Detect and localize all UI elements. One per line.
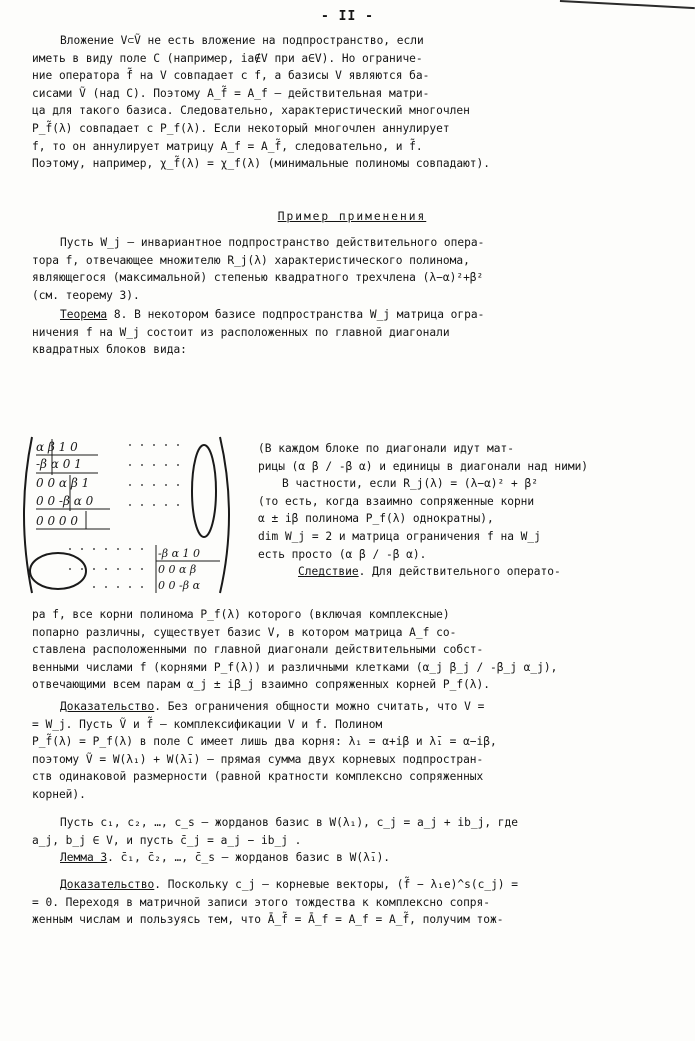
heading-text: Пример применения — [277, 210, 427, 223]
lemma-label: Лемма 3 — [60, 851, 108, 865]
section-heading — [32, 208, 672, 226]
text-line: корней). — [32, 787, 86, 801]
text-line: отвечающими всем парам α_j ± iβ_j взаимно сопряженных корней P_f(λ). — [32, 678, 491, 692]
matrix-row: -β α 1 0 — [158, 547, 200, 560]
corollary-label: Следствие — [298, 565, 359, 579]
text-line: иметь в виду поле C (например, ia∉V при a∈V). Но ограниче- — [32, 51, 423, 65]
text-line: ра f, все корни полинома P_f(λ) которого (включая комплексные) — [32, 608, 450, 621]
text-line: . Поскольку c_j — корневые векторы, (f̃ − λ₁e)^s(c_j) = — [154, 878, 519, 891]
text-line: ств одинаковой размерности (равной кратности комплексно сопряженных — [32, 770, 484, 784]
matrix-row: 0 0 -β α — [158, 579, 200, 592]
text-line: ставлена расположенными по главной диагонали действительными собст- — [32, 643, 484, 657]
text-line: поэтому Ṽ = W(λ₁) + W(λ̄₁) — прямая сумма двух корневых подпростран- — [32, 752, 484, 766]
text-line: (то есть, когда взаимно сопряженные корни — [258, 494, 535, 508]
text-line: 8. В некотором базисе подпространства W_j матрица огра- — [107, 308, 485, 321]
block-matrix-sketch — [10, 431, 242, 599]
text-line: Вложение V⊂Ṽ не есть вложение на подпространство, если — [60, 34, 424, 47]
text-line: P_f̃(λ) = P_f(λ) в поле C имеет лишь два корня: λ₁ = α+iβ и λ̄₁ = α−iβ, — [32, 735, 497, 749]
text-line: женным числам и пользуясь тем, что Ā_f̃ = Ā_f = A_f = A_f̃, получим тож- — [32, 913, 504, 927]
text-line: a_j, b_j ∈ V, и пусть c̄_j = a_j − ib_j . — [32, 833, 302, 847]
proof-lemma — [32, 876, 672, 929]
proof-label: Доказательство — [60, 700, 155, 713]
matrix-row: α β 1 0 — [36, 440, 78, 454]
text-line: . c̄₁, c̄₂, …, c̄_s — жорданов базис в W(λ̄₁). — [107, 851, 391, 865]
text-line: венными числами f (корнями P_f(λ)) и различными клетками (α_j β_j / -β_j α_j), — [32, 660, 558, 674]
paragraph-embedding — [32, 32, 672, 173]
text-line: ца для такого базиса. Следовательно, характеристический многочлен — [32, 104, 470, 118]
text-line: ние оператора f̃ на V совпадает с f, а базисы V являются ба- — [32, 69, 430, 83]
text-line: В частности, если R_j(λ) = (λ−α)² + β² — [282, 477, 538, 491]
text-line: Пусть c₁, c₂, …, c_s — жорданов базис в W(λ₁), c_j = a_j + ib_j, где — [60, 816, 519, 829]
paragraph-subspace — [32, 234, 672, 304]
matrix-row: 0 0 -β α 0 — [36, 494, 94, 508]
text-line: . Для действительного операто- — [358, 565, 561, 579]
text-line: рицы (α β / -β α) и единицы в диагонали над ними) — [258, 459, 589, 473]
text-line: квадратных блоков вида: — [32, 343, 187, 357]
text-line: являющегося (максимальной) степенью квадратного трехчлена (λ−α)²+β² — [32, 271, 484, 285]
theorem-label: Теорема — [60, 308, 108, 321]
text-line: Поэтому, например, χ_f̃(λ) = χ_f(λ) (минимальные полиномы совпадают). — [32, 157, 491, 171]
proof-corollary — [32, 698, 672, 804]
paragraph-jordan-basis — [32, 814, 672, 867]
text-line: Пусть W_j — инвариантное подпространство действительного опера- — [60, 236, 485, 249]
text-line: = 0. Переходя в матричной записи этого тождества к комплексно сопря- — [32, 895, 491, 909]
text-line: (В каждом блоке по диагонали идут мат- — [258, 442, 514, 455]
text-line: сисами Ṽ (над C). Поэтому A_f̃ = A_f — действительная матри- — [32, 86, 430, 100]
text-line: (см. теорему 3). — [32, 288, 140, 302]
text-line: P_f̃(λ) совпадает с P_f(λ). Если некоторый многочлен аннулирует — [32, 121, 450, 135]
matrix-row: 0 0 0 0 — [36, 514, 78, 528]
text-line: тора f, отвечающее множителю R_j(λ) характеристического полинома, — [32, 253, 470, 267]
proof-label: Доказательство — [60, 878, 155, 891]
corollary — [32, 606, 672, 694]
page-number: - II - — [321, 9, 374, 24]
text-line: ничения f на W_j состоит из расположенных по главной диагонали — [32, 325, 450, 339]
matrix-row: 0 0 α β — [158, 563, 197, 576]
text-line: dim W_j = 2 и матрица ограничения f на W_j — [258, 529, 541, 543]
text-line: f, то он аннулирует матрицу A_f = A_f̃, следовательно, и f̃. — [32, 139, 423, 153]
text-line: = W_j. Пусть Ṽ и f̃ — комплексификации V и f. Полином — [32, 717, 383, 731]
text-line: есть просто (α β / -β α). — [258, 547, 427, 561]
matrix-row: -β α 0 1 — [36, 457, 82, 471]
text-line: α ± iβ полинома P_f(λ) однократны), — [258, 512, 494, 526]
theorem-8 — [32, 306, 672, 359]
text-line: попарно различны, существует базис V, в котором матрица A_f со- — [32, 625, 457, 639]
matrix-row: 0 0 α β 1 — [36, 476, 90, 490]
theorem-remarks — [258, 440, 678, 581]
text-line: . Без ограничения общности можно считать, что V = — [154, 700, 485, 713]
